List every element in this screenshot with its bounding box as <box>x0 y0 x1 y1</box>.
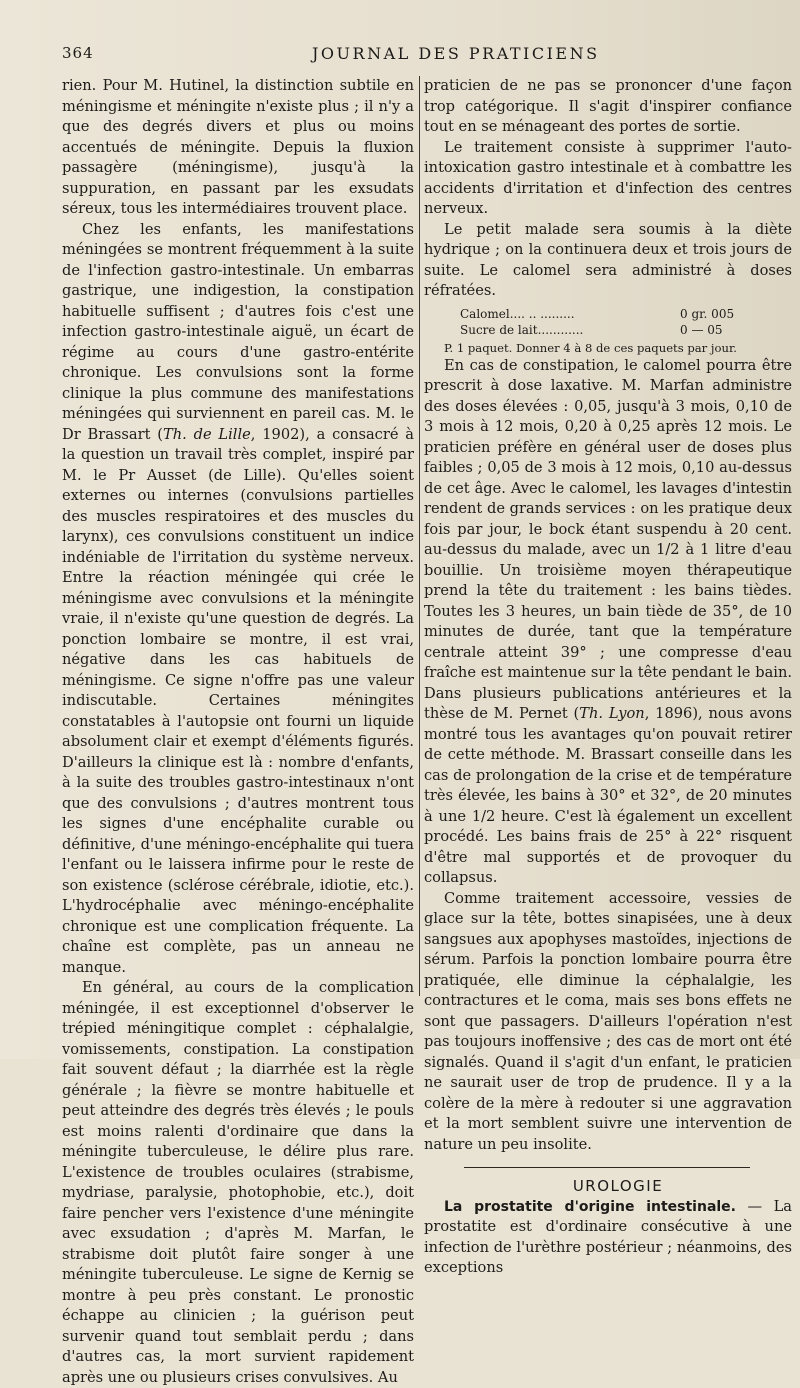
citation-italic: Th. de Lille <box>162 425 251 443</box>
paragraph: En général, au cours de la complication méningée, il est exceptionnel d'observer le trépied méningitique complet : céphalalgie, vomissements, constipation. La constipation fait souvent défaut ; la diarrhée est la règle générale ; la fièvre se montre habituelle et peut atteindre des degrés très élevés ; le pouls est moins ralenti d'ordinaire que dans la méningite tuberculeuse, le délire plus rare. L'existence de troubles oculaires (strabisme, mydriase, paralysie, photophobie, etc.), doit faire pencher vers l'existence d'une méningite avec exsudation ; d'après M. Marfan, le strabisme doit plutôt faire songer à une méningite tuberculeuse. Le signe de Kernig se montre à peu près constant. Le pronostic échappe au clinicien ; la guérison peut survenir quand tout semblait perdu ; dans d'autres cas, la mort survient rapidement après une ou plusieurs crises convulsives. Au <box>62 979 414 1386</box>
paragraph <box>424 1197 792 1279</box>
prescription-row <box>460 322 734 338</box>
running-title: JOURNAL DES PRATICIENS <box>312 44 600 63</box>
right-column <box>424 76 792 1279</box>
page-number: 364 <box>62 44 94 62</box>
text-run: , 1896), nous avons montré tous les avantages qu'on pouvait retirer de cette méthode. M. Brassart conseille dans les cas de prolongation de la crise et de température très élevée, les bains à 30° et 32°, de 20 minutes à une 1/2 heure. C'est là également un excellent procédé. Les bains frais de 25° à 22° risquent d'être mal supportés et de provoquer du collapsus. <box>424 705 792 886</box>
prescription-table <box>460 306 734 338</box>
section-rule <box>464 1167 750 1168</box>
citation-italic: Th. Lyon <box>579 705 645 722</box>
text-run: , 1902), a consacré à la question un travail très complet, inspiré par M. le Pr Ausset (de Lille). Qu'elles soient externes ou internes (convulsions partielles des muscles respiratoires et des muscles du larynx), ces convulsions constituent un indice indéniable de l'irritation du système nerveux. Entre la réaction méningée qui crée le méningisme avec convulsions et la méningite vraie, il n'existe qu'une question de degrés. La ponction lombaire se montre, il est vrai, négative dans les cas habituels de méningisme. Ce signe n'offre pas une valeur indiscutable. Certaines méningites constatables à l'autopsie ont fourni un liquide absolument clair et exempt d'éléments figurés. D'ailleurs la clinique est là : nombre d'enfants, à la suite des troubles gastro-intestinaux n'ont que des convulsions ; d'autres montrent tous les signes d'une encéphalite curable ou définitive, d'une méningo-encéphalite qui tuera l'enfant ou le laissera infirme pour le reste de son existence (sclérose cérébrale, idiotie, etc.). L'hydrocéphalie avec méningo-encéphalite chronique est une complication fréquente. La chaîne est complète, pas un anneau ne manque. <box>62 425 414 976</box>
prescription-note: P. 1 paquet. Donner 4 à 8 de ces paquets par jour. <box>444 340 737 355</box>
prescription-item: Sucre de lait............ <box>460 322 584 337</box>
paragraph: Le petit malade sera soumis à la diète hydrique ; on la continuera deux et trois jours de suite. Le calomel sera administré à doses réfratées. <box>424 220 792 299</box>
paragraph: praticien de ne pas se prononcer d'une façon trop catégorique. Il s'agit d'inspirer confiance tout en se ménageant des portes de sortie. <box>424 77 792 135</box>
text-run: Chez les enfants, les manifestations méningées se montrent fréquemment à la suite de l'infection gastro-intestinale. Un embarras gastrique, une indigestion, la constipation habituelle suffisent ; d'autres fois c'est une infection gastro-intestinale aiguë, un écart de régime au cours d'une gastro-entérite chronique. Les convulsions sont la forme clinique la plus commune des manifestations méningées qui surviennent en pareil cas. M. le Dr Brassart ( <box>62 220 414 443</box>
paragraph: Comme traitement accessoire, vessies de glace sur la tête, bottes sinapisées, une à deux sangsues aux apophyses mastoïdes, injections de sérum. Parfois la ponction lombaire pourra être pratiquée, elle diminue la céphalalgie, les contractures et le coma, mais ses bons effets ne sont que passagers. D'ailleurs l'opération n'est pas toujours inoffensive ; des cas de mort ont été signalés. Quand il s'agit d'un enfant, le praticien ne saurait user de trop de prudence. Il y a la colère de la mère à redouter si une aggravation et la mort semblent suivre une intervention de nature un peu insolite. <box>424 889 792 1153</box>
prescription-dose: 0 gr. 005 <box>680 306 735 321</box>
paragraph <box>62 220 414 979</box>
paragraph: rien. Pour M. Hutinel, la distinction subtile en méningisme et méningite n'existe plus ; il n'y a que des degrés divers et plus ou moins accentués de méningite. Depuis la fluxion passagère (méningisme), jusqu'à la suppuration, en passant par les exsudats séreux, tous les intermédiaires trouvent place. <box>62 77 414 217</box>
section-title: UROLOGIE <box>572 1177 664 1195</box>
text-run: En cas de constipation, le calomel pourra être prescrit à dose laxative. M. Marfan administre des doses élevées : 0,05, jusqu'à 3 mois, 0,10 de 3 mois à 12 mois, 0,20 à 0,25 après 12 mois. Le praticien préfère en général user de doses plus faibles ; 0,05 de 3 mois à 12 mois, 0,10 au-dessus de cet âge. Avec le calomel, les lavages d'intestin rendent de grands services : on les pratique deux fois par jour, le bock étant suspendu à 20 cent. au-dessus du malade, avec un 1/2 à 1 litre d'eau bouillie. Un troisième moyen thérapeutique prend la tête du traitement : les bains tièdes. Toutes les 3 heures, un bain tiède de 35°, de 10 minutes de durée, tant que la température centrale atteint 39° ; une compresse d'eau fraîche est maintenue sur la tête pendant le bain. Dans plusieurs publications antérieures et la thèse de M. Pernet ( <box>424 356 792 722</box>
paragraph <box>424 356 792 889</box>
left-column <box>62 76 414 1388</box>
prescription-item: Calomel.... .. ......... <box>460 306 575 321</box>
paragraph: Le traitement consiste à supprimer l'auto-intoxication gastro intestinale et à combattre les accidents d'irritation et d'infection des centres nerveux. <box>424 138 792 217</box>
prescription-dose: 0 — 05 <box>680 322 723 337</box>
prescription-row <box>460 306 734 322</box>
column-divider <box>419 76 420 996</box>
page-header <box>62 44 792 66</box>
article-title: La prostatite d'origine intestinale. <box>444 1198 736 1215</box>
text-run: — La prostatite est d'ordinaire consécutive à une infection de l'urèthre postérieur ; néanmoins, des exceptions <box>424 1197 792 1276</box>
